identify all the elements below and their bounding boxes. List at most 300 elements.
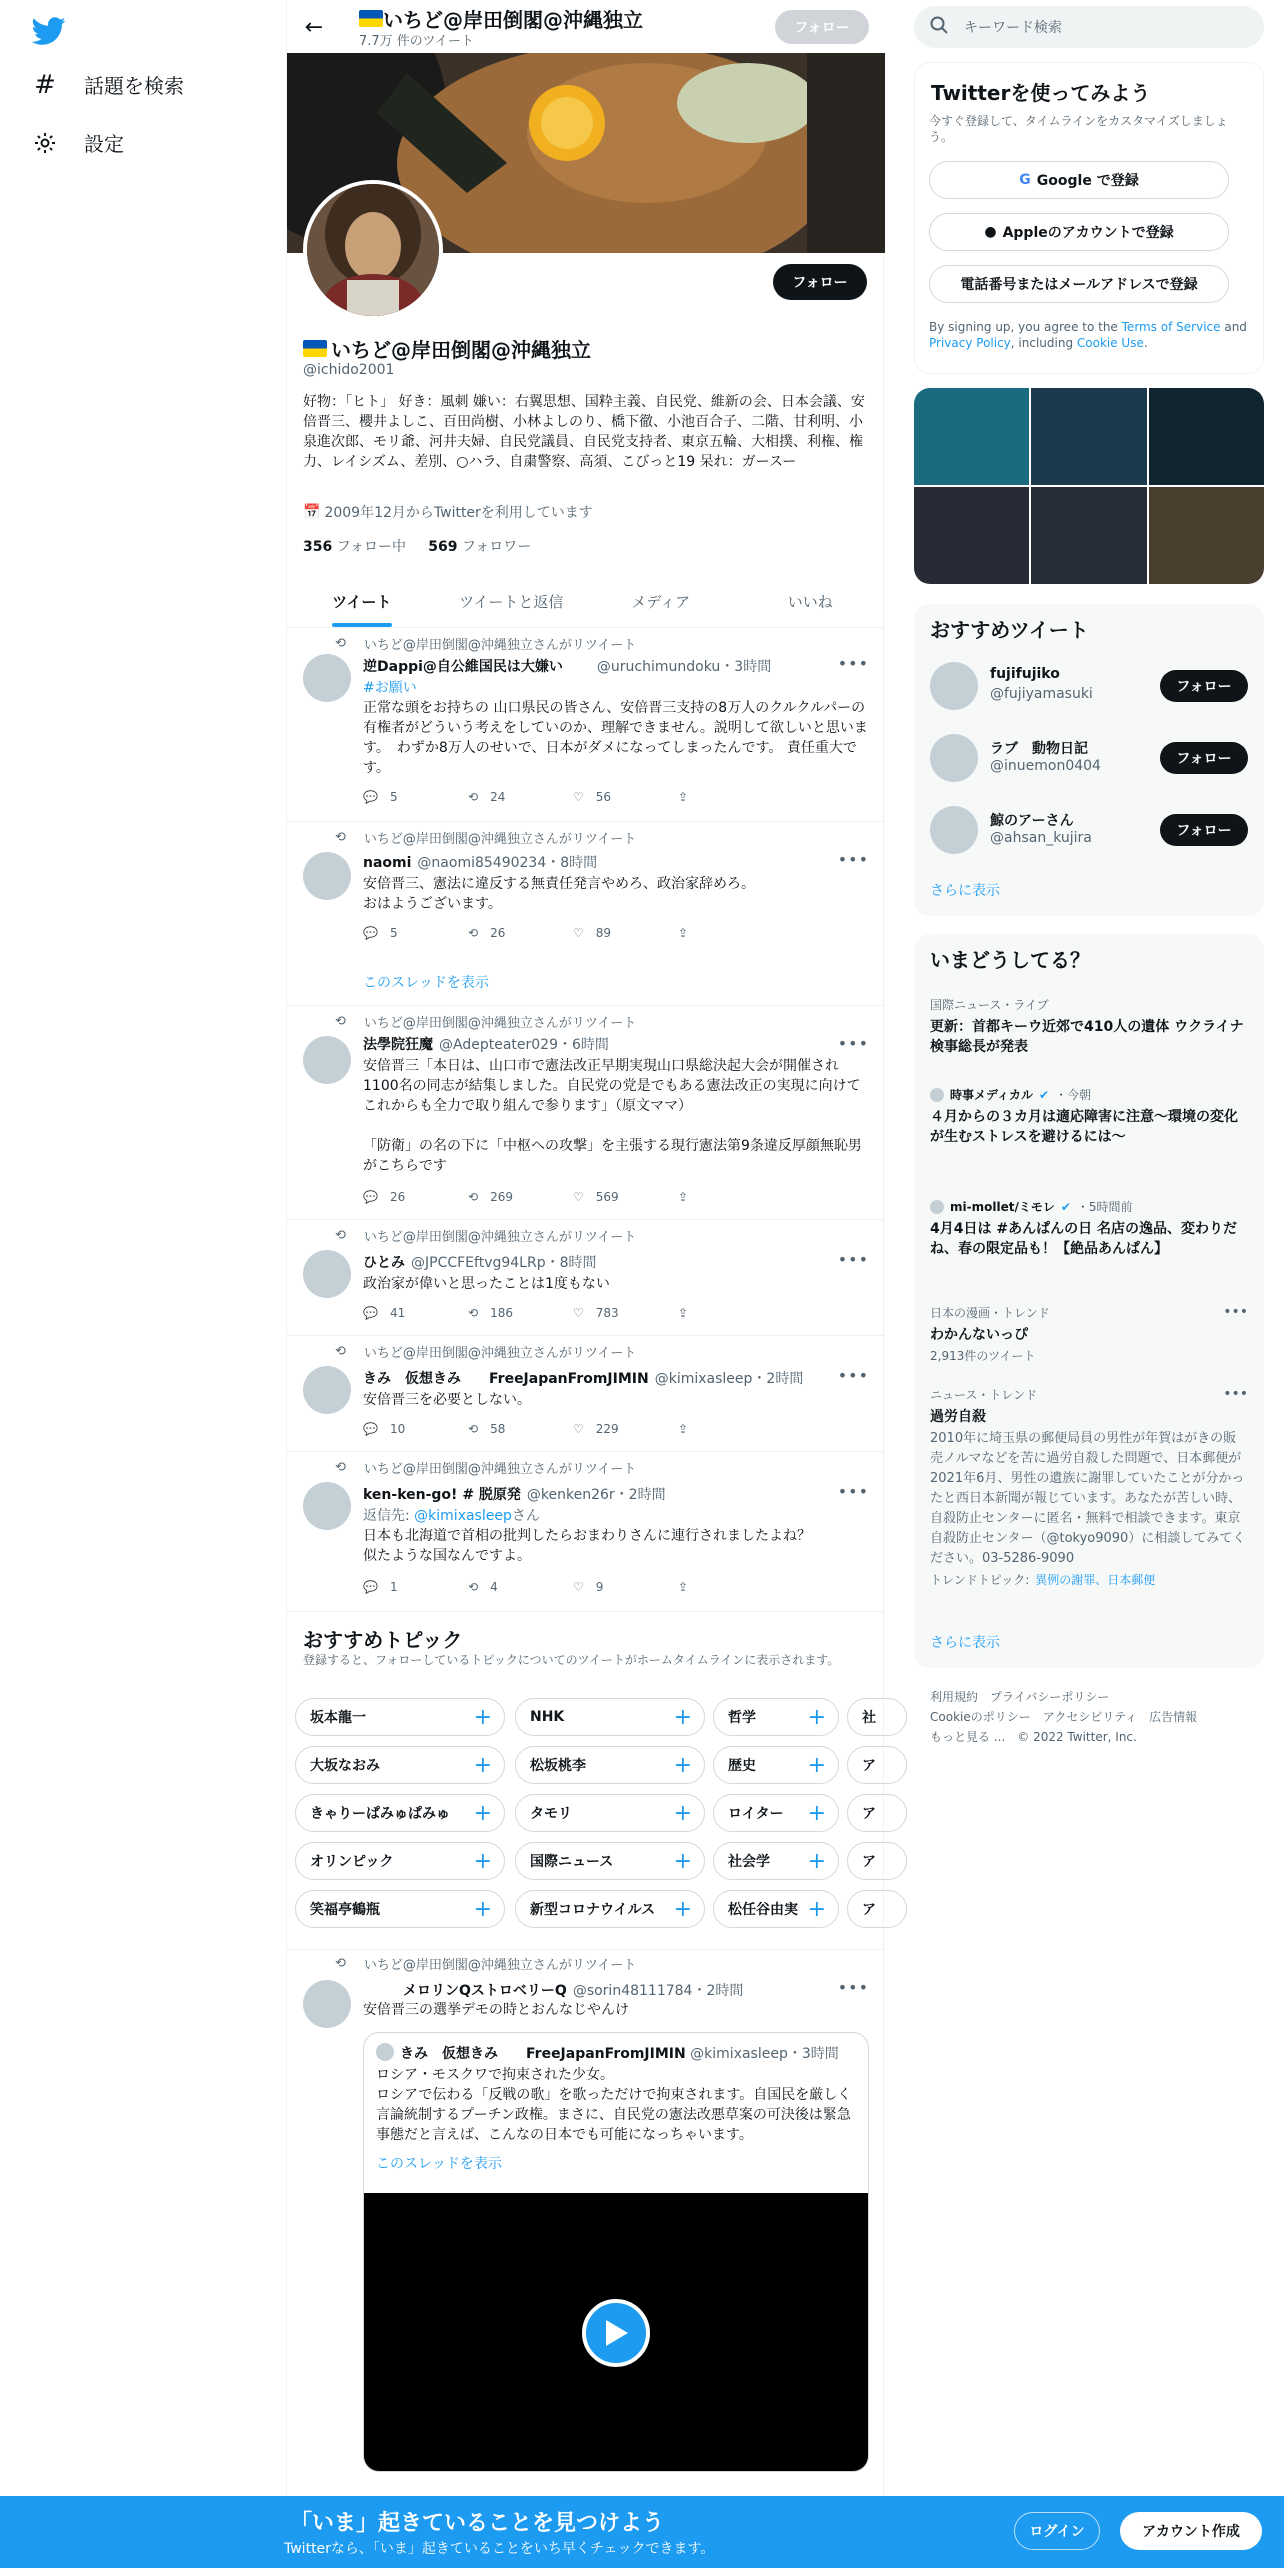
topic-label: 大坂なおみ [310, 1758, 380, 1774]
retweet-indicator [335, 1012, 636, 1031]
reply-count: 10 [389, 1422, 406, 1436]
trend-meta: 国際ニュース・ライブ [930, 998, 1049, 1012]
tweet-actions [363, 926, 783, 940]
user-name: ラブ 動物日記 [990, 741, 1088, 757]
media-thumbnail[interactable] [1031, 487, 1146, 584]
following-count: 356 [303, 539, 333, 555]
follow-button[interactable]: フォロー [1160, 742, 1248, 774]
nav-settings-label: 設定 [84, 132, 124, 156]
avatar[interactable] [303, 1980, 351, 2028]
topic-label: 松坂桃李 [530, 1758, 586, 1774]
tweet[interactable] [287, 1452, 885, 1612]
retweet-button[interactable] [468, 1190, 573, 1204]
trend-title: ４月からの３カ月は適応障害に注意～環境の変化が生むストレスを避けるには～ [930, 1109, 1238, 1145]
search-box[interactable] [914, 6, 1264, 48]
nav-explore-label: 話題を検索 [84, 74, 184, 98]
tab-likes[interactable]: いいね [787, 593, 833, 611]
reply-to-link[interactable]: @kimixasleep [414, 1508, 512, 1524]
user-handle: @ahsan_kujira [990, 830, 1092, 846]
topic-label: きゃりーぱみゅぱみゅ [310, 1806, 450, 1822]
trend-source: mi-mollet/ミモレ [950, 1200, 1055, 1214]
media-grid [914, 388, 1264, 584]
like-count: 569 [595, 1190, 619, 1204]
back-arrow-icon[interactable]: ← [304, 14, 324, 40]
search-icon [930, 16, 948, 38]
search-placeholder: キーワード検索 [964, 20, 1062, 36]
share-button[interactable] [678, 1422, 783, 1436]
tweet-header [363, 1034, 609, 1054]
retweet-label: いちど@岸田倒閣@沖縄独立さんがリツイート [363, 1230, 637, 1245]
topic-chip[interactable] [295, 1746, 505, 1784]
topic-label: 国際ニュース [530, 1854, 614, 1870]
profile-joined [303, 502, 593, 522]
heart-icon: ♡ [573, 926, 584, 940]
profile-avatar[interactable] [303, 180, 443, 320]
tweet-actions [363, 1580, 783, 1594]
avatar[interactable] [303, 852, 351, 900]
following-label: フォロー中 [336, 539, 406, 555]
signup-subtitle: 今すぐ登録して、タイムラインをカスタマイズしましょう。 [929, 114, 1228, 144]
reply-count: 5 [389, 790, 398, 804]
retweet-count: 4 [490, 1580, 498, 1594]
media-thumbnail[interactable] [914, 487, 1029, 584]
retweet-indicator [335, 1342, 636, 1361]
apple-signup-button[interactable] [929, 213, 1229, 251]
heart-icon: ♡ [573, 1422, 584, 1436]
heart-icon: ♡ [573, 790, 584, 804]
heart-icon: ♡ [573, 1580, 584, 1594]
plus-icon: + [807, 1896, 826, 1922]
trend-item[interactable] [930, 996, 1248, 1057]
topic-chip[interactable] [713, 1794, 839, 1832]
topic-chip[interactable] [295, 1794, 505, 1832]
avatar [930, 734, 978, 782]
topic-chip[interactable] [515, 1890, 705, 1928]
author-handle: @naomi85490234 [417, 855, 547, 871]
profile-follow-stats [303, 536, 531, 556]
retweet-indicator [335, 828, 636, 847]
trend-title: 更新：首都キーウ近郊で410人の遺体 ウクライナ検事総長が発表 [930, 1019, 1244, 1055]
google-icon: G [1019, 172, 1031, 188]
retweet-indicator [335, 1226, 636, 1245]
trend-item[interactable] [930, 1198, 1248, 1259]
user-name: fujifujiko [990, 666, 1060, 682]
like-count: 56 [595, 790, 612, 804]
topic-chip[interactable] [515, 1794, 705, 1832]
more-icon[interactable]: ••• [837, 1250, 869, 1269]
tweet[interactable] [287, 628, 885, 822]
author-name[interactable]: ken-ken-go! # 脱原発 [363, 1487, 521, 1503]
avatar[interactable] [303, 654, 351, 702]
tweet-header [363, 1252, 597, 1272]
hashtag[interactable]: #お願い [363, 680, 417, 696]
header-follow-button[interactable]: フォロー [775, 10, 869, 44]
tweet[interactable] [287, 1006, 885, 1220]
tweet-text: 安倍晋三「本日は、山口市で憲法改正早期実現山口県総決起大会が開催され1100名の同志が結集しました。自民党の党是でもある憲法改正の実現に向けてこれからも全力で取り組んで参ります」（原文ママ） 「防衛」の名の下に「中枢への攻撃」を主張する現行憲法第9条違反厚顔無恥男がこちらです [363, 1058, 862, 1174]
reply-count: 26 [389, 1190, 406, 1204]
tweet-header [363, 1484, 666, 1504]
tweet-text: 日本も北海道で首相の批判したらおまわりさんに連行されましたよね？ 似たような国なんですよ。 [363, 1528, 811, 1564]
retweet-icon: ⟲ [335, 1344, 346, 1359]
login-button[interactable]: ログイン [1014, 2512, 1100, 2550]
retweet-indicator [335, 634, 636, 653]
tweet-count: 7.7万 件のツイート [359, 34, 474, 49]
ukraine-flag-icon [359, 10, 383, 27]
share-icon: ⇪ [678, 790, 689, 804]
topic-chip[interactable] [847, 1746, 907, 1784]
topic-label: ア [862, 1854, 876, 1870]
share-icon: ⇪ [678, 926, 689, 940]
tweet[interactable] [287, 1336, 885, 1452]
like-count: 783 [595, 1306, 619, 1320]
more-icon[interactable]: ••• [837, 1482, 869, 1501]
topic-chip[interactable] [515, 1698, 705, 1736]
retweet-icon: ⟲ [468, 1306, 479, 1320]
hashtag-icon: # [34, 69, 56, 100]
avatar[interactable] [303, 1250, 351, 1298]
topic-label: 社会学 [728, 1854, 770, 1870]
like-count: 89 [595, 926, 612, 940]
joined-text: 2009年12月からTwitterを利用しています [324, 505, 593, 521]
retweet-label: いちど@岸田倒閣@沖縄独立さんがリツイート [363, 1958, 637, 1973]
topic-chip[interactable] [515, 1842, 705, 1880]
retweet-label: いちど@岸田倒閣@沖縄独立さんがリツイート [363, 638, 637, 653]
reply-icon: 💬 [363, 1190, 378, 1204]
plus-icon: + [807, 1752, 826, 1778]
phone-signup-label: 電話番号またはメールアドレスで登録 [960, 277, 1198, 293]
share-button[interactable] [678, 1190, 783, 1204]
legal-text: By signing up, you agree to the [929, 320, 1122, 334]
tweet-header [363, 656, 771, 676]
reply-count: 1 [389, 1580, 398, 1594]
tweet-text: 政治家が偉いと思ったことは1度もない [363, 1276, 610, 1292]
like-button[interactable] [573, 1190, 678, 1204]
tab-media[interactable]: メディア [631, 593, 691, 611]
topic-label: ロイター [728, 1806, 784, 1822]
media-thumbnail[interactable] [1031, 388, 1146, 485]
topics-subtitle: 登録すると、フォローしているトピックについてのツイートがホームタイムラインに表示されます。 [303, 1653, 840, 1667]
trend-item[interactable] [930, 1386, 1248, 1588]
retweet-count: 26 [490, 926, 506, 940]
plus-icon: + [673, 1896, 692, 1922]
author-handle: @JPCCFEftvg94LRp [411, 1255, 546, 1271]
retweet-button[interactable] [468, 1422, 573, 1436]
tweet-text: 安倍晋三を必要としない。 [363, 1392, 531, 1408]
retweet-button[interactable] [468, 926, 573, 940]
show-more-link[interactable]: さらに表示 [930, 1635, 1000, 1651]
retweet-icon: ⟲ [468, 1190, 479, 1204]
profile-tabs [287, 576, 885, 628]
author-handle: @kenken26r [526, 1487, 615, 1503]
topic-label: 社 [862, 1710, 876, 1726]
profile-follow-button[interactable]: フォロー [773, 264, 867, 300]
more-icon[interactable]: ••• [1223, 1304, 1248, 1320]
like-button[interactable] [573, 926, 678, 940]
recommended-title: おすすめツイート [930, 618, 1089, 642]
footer-links-1[interactable]: 利用規約 プライバシーポリシー [930, 1690, 1110, 1704]
phone-signup-button[interactable] [929, 265, 1229, 303]
recommended-users-card [914, 604, 1264, 916]
avatar[interactable] [303, 1482, 351, 1530]
tweet-text: 安倍晋三の選挙デモの時とおんなじやんけ [363, 2002, 629, 2018]
tweet-actions [363, 1190, 783, 1204]
tweet-text: 安倍晋三、憲法に違反する無責任発言やめろ、政治家辞めろ。 おはようございます。 [363, 876, 755, 912]
follow-button[interactable]: フォロー [1160, 814, 1248, 846]
tweet[interactable] [287, 822, 885, 1006]
ukraine-flag-icon [303, 340, 327, 357]
tweet[interactable] [287, 1950, 885, 2496]
retweet-icon: ⟲ [335, 636, 346, 651]
apple-signup-label: Appleのアカウントで登録 [1002, 225, 1174, 241]
user-handle: @inuemon0404 [990, 758, 1101, 774]
tweet-actions [363, 1306, 783, 1320]
trend-item[interactable] [930, 1086, 1248, 1147]
share-button[interactable] [678, 790, 783, 804]
heart-icon: ♡ [573, 1306, 584, 1320]
like-button[interactable] [573, 790, 678, 804]
media-thumbnail[interactable] [914, 388, 1029, 485]
tweet-time[interactable]: ・2時間 [614, 1487, 666, 1503]
topic-label: ア [862, 1806, 876, 1822]
profile-name-text: いちど@岸田倒閣@沖縄独立 [331, 338, 591, 362]
topic-chip[interactable] [847, 1698, 907, 1736]
share-button[interactable] [678, 926, 783, 940]
retweet-label: いちど@岸田倒閣@沖縄独立さんがリツイート [363, 1016, 637, 1031]
tweet-time[interactable]: ・8時間 [545, 1255, 597, 1271]
profile-bio: 好物：「ヒト」 好き：風刺 嫌い：右翼思想、国粋主義、自民党、維新の会、日本会議、安倍晋三、櫻井よしこ、百田尚樹、小林よしのり、橋下徹、小池百合子、二階、甘利明、小泉進次郎、モリ爺、河井夫婦、自民党議員、自民党支持者、東京五輪、大相撲、利権、権力、レイシズム、差別、○ハラ、自粛警察、高須、こびっと19 呆れ：ガースー [303, 394, 865, 470]
reply-button[interactable] [363, 926, 468, 940]
plus-icon: + [473, 1896, 492, 1922]
topic-label: 歴史 [728, 1758, 756, 1774]
plus-icon: + [807, 1800, 826, 1826]
plus-icon: + [807, 1704, 826, 1730]
play-icon[interactable] [582, 2299, 650, 2367]
twitter-logo-icon[interactable] [32, 14, 66, 48]
show-thread-link[interactable]: このスレッドを表示 [363, 975, 489, 991]
media-thumbnail[interactable] [1149, 388, 1264, 485]
retweet-icon: ⟲ [335, 1228, 346, 1243]
user-name: 鯨のアーさん [990, 813, 1074, 829]
heart-icon: ♡ [573, 1190, 584, 1204]
topic-label: 坂本龍一 [310, 1710, 366, 1726]
retweet-count: 24 [490, 790, 506, 804]
tweet-header [363, 1368, 803, 1388]
legal-text: , including [1010, 336, 1077, 350]
share-icon: ⇪ [678, 1306, 689, 1320]
footer-links-2[interactable]: Cookieのポリシー アクセシビリティ 広告情報 [930, 1710, 1198, 1724]
topic-chip[interactable] [713, 1746, 839, 1784]
reply-button[interactable] [363, 1190, 468, 1204]
retweet-indicator [335, 1458, 636, 1477]
topic-label: 松任谷由実 [728, 1902, 798, 1918]
author-name[interactable]: 法學院狂魔 [363, 1037, 433, 1053]
user-handle: @fujiyamasuki [990, 686, 1093, 702]
tweet-actions [363, 1422, 783, 1436]
trend-item[interactable] [930, 1304, 1248, 1364]
tweet-time[interactable]: ・6時間 [557, 1037, 609, 1053]
avatar[interactable] [303, 1036, 351, 1084]
author-handle: @Adepteater029 [439, 1037, 558, 1053]
plus-icon: + [473, 1800, 492, 1826]
google-signup-label: Google で登録 [1036, 173, 1139, 189]
banner-title: 「いま」起きていることを見つけよう [290, 2511, 665, 2536]
more-icon[interactable]: ••• [837, 654, 869, 673]
recommended-user[interactable] [930, 658, 1248, 714]
privacy-link[interactable]: Privacy Policy [929, 336, 1011, 350]
plus-icon: + [673, 1704, 692, 1730]
retweet-icon: ⟲ [468, 926, 479, 940]
media-thumbnail[interactable] [1149, 487, 1264, 584]
nav-explore[interactable] [32, 70, 184, 99]
signup-button[interactable]: アカウント作成 [1120, 2512, 1262, 2550]
more-icon[interactable]: ••• [1223, 1386, 1248, 1402]
topic-chip[interactable] [295, 1890, 505, 1928]
followers-count: 569 [428, 539, 458, 555]
more-icon[interactable]: ••• [837, 1978, 869, 1997]
topic-chip[interactable] [713, 1842, 839, 1880]
retweet-icon: ⟲ [335, 1956, 346, 1971]
topics-title: おすすめトピック [303, 1628, 463, 1652]
author-handle: @kimixasleep [654, 1371, 753, 1387]
plus-icon: + [673, 1848, 692, 1874]
retweet-button[interactable] [468, 790, 573, 804]
reply-icon: 💬 [363, 1306, 378, 1320]
reply-to [363, 1506, 869, 1526]
topic-label: NHK [530, 1709, 565, 1725]
reply-button[interactable] [363, 1580, 468, 1594]
trends-title: いまどうしてる？ [930, 948, 1090, 972]
retweet-button[interactable] [468, 1306, 573, 1320]
retweet-icon: ⟲ [468, 790, 479, 804]
topic-chip[interactable] [295, 1842, 505, 1880]
author-name[interactable]: naomi [363, 855, 412, 871]
author-name[interactable]: きみ 仮想きみ FreeJapanFromJIMIN [363, 1371, 649, 1387]
trend-topic-label: トレンドトピック: [930, 1573, 1030, 1587]
topic-chip[interactable] [847, 1794, 907, 1832]
reply-button[interactable] [363, 1422, 468, 1436]
plus-icon: + [473, 1704, 492, 1730]
topic-chip[interactable] [295, 1698, 505, 1736]
retweet-icon: ⟲ [335, 1460, 346, 1475]
verified-icon: ✔ [1060, 1199, 1071, 1214]
profile-handle: @ichido2001 [303, 362, 395, 378]
show-more-link[interactable]: さらに表示 [930, 883, 1000, 899]
recommended-user[interactable] [930, 730, 1248, 786]
gear-icon [32, 130, 58, 156]
show-thread-link[interactable]: このスレッドを表示 [376, 2156, 502, 2172]
tweet-actions [363, 790, 783, 804]
trends-card [914, 934, 1264, 1668]
tweet-time[interactable]: ・3時間 [720, 659, 772, 675]
follow-button[interactable]: フォロー [1160, 670, 1248, 702]
followers-link[interactable] [428, 539, 531, 555]
more-icon[interactable]: ••• [837, 1034, 869, 1053]
recommended-user[interactable] [930, 802, 1248, 858]
topic-label: 新型コロナウイルス [530, 1902, 656, 1918]
like-button[interactable] [573, 1306, 678, 1320]
tos-link[interactable]: Terms of Service [1121, 320, 1221, 334]
tweet-time[interactable]: ・8時間 [546, 855, 598, 871]
avatar [930, 662, 978, 710]
plus-icon: + [473, 1752, 492, 1778]
author-name[interactable]: 逆Dappi@自公維国民は大嫌い [363, 659, 563, 675]
following-link[interactable] [303, 539, 406, 555]
signup-title: Twitterを使ってみよう [931, 81, 1151, 105]
author-handle: @uruchimundoku [596, 659, 721, 675]
author-name[interactable]: メロリンQストロベリーQ [403, 1983, 567, 1999]
apple-icon: ● [984, 224, 997, 240]
cookie-link[interactable]: Cookie Use [1076, 336, 1144, 350]
author-name[interactable]: ひとみ [363, 1255, 405, 1271]
plus-icon: + [473, 1848, 492, 1874]
reply-count: 5 [389, 926, 398, 940]
topic-chip[interactable] [847, 1842, 907, 1880]
retweet-indicator [335, 1954, 636, 1973]
share-button[interactable] [678, 1306, 783, 1320]
topic-chip[interactable] [713, 1890, 839, 1928]
trend-time: ・今朝 [1055, 1088, 1092, 1102]
signup-legal [929, 319, 1249, 351]
reply-button[interactable] [363, 1306, 468, 1320]
source-avatar [930, 1200, 944, 1214]
footer-links-3[interactable]: もっと見る ... © 2022 Twitter, Inc. [930, 1730, 1137, 1744]
banner-subtitle: Twitterなら、「いま」起きていることをいち早くチェックできます。 [284, 2541, 715, 2557]
share-button[interactable] [678, 1580, 783, 1594]
retweet-label: いちど@岸田倒閣@沖縄独立さんがリツイート [363, 1462, 637, 1477]
retweet-button[interactable] [468, 1580, 573, 1594]
retweet-label: いちど@岸田倒閣@沖縄独立さんがリツイート [363, 1346, 637, 1361]
quoted-tweet[interactable] [363, 2032, 869, 2472]
video-player[interactable] [364, 2193, 869, 2472]
trend-meta: 日本の漫画・トレンド [930, 1306, 1050, 1320]
recommended-topics [287, 1612, 885, 1950]
tab-tweets-replies[interactable]: ツイートと返信 [459, 593, 564, 611]
reply-button[interactable] [363, 790, 468, 804]
quote-time: ・3時間 [787, 2046, 839, 2062]
avatar[interactable] [303, 1366, 351, 1414]
reply-to-suffix: さん [511, 1508, 540, 1524]
plus-icon: + [673, 1800, 692, 1826]
avatar [376, 2043, 394, 2061]
more-icon[interactable]: ••• [837, 1366, 869, 1385]
retweet-count: 58 [490, 1422, 506, 1436]
tweet[interactable] [287, 1220, 885, 1336]
trend-title: わかんないっぴ [930, 1327, 1028, 1343]
tweet-time[interactable]: ・2時間 [752, 1371, 804, 1387]
topic-chip[interactable] [713, 1698, 839, 1736]
tweet-time[interactable]: ・2時間 [692, 1983, 744, 1999]
nav-settings[interactable] [32, 128, 124, 157]
reply-icon: 💬 [363, 926, 378, 940]
like-button[interactable] [573, 1422, 678, 1436]
google-signup-button[interactable] [929, 161, 1229, 199]
topic-chip[interactable] [847, 1890, 907, 1928]
like-button[interactable] [573, 1580, 678, 1594]
tweet-text: 正常な頭をお持ちの 山口県民の皆さん、安倍晋三支持の8万人のクルクルパーの有権者がどういう考えをしていのか、理解できません。説明して欲しいと思います。 わずか8万人のせいで、日本がダメになってしまったんです。 責任重大です。 [363, 700, 868, 776]
profile-name [303, 334, 591, 363]
share-icon: ⇪ [678, 1422, 689, 1436]
trend-topic-links[interactable]: 異例の謝罪、日本郵便 [1035, 1573, 1156, 1587]
retweet-count: 269 [490, 1190, 513, 1204]
plus-icon: + [807, 1848, 826, 1874]
more-icon[interactable]: ••• [837, 850, 869, 869]
topic-chip[interactable] [515, 1746, 705, 1784]
reply-icon: 💬 [363, 1422, 378, 1436]
retweet-icon: ⟲ [335, 830, 346, 845]
calendar-icon: 📅 [303, 504, 321, 520]
like-count: 9 [595, 1580, 604, 1594]
tab-tweets[interactable]: ツイート [287, 576, 437, 627]
